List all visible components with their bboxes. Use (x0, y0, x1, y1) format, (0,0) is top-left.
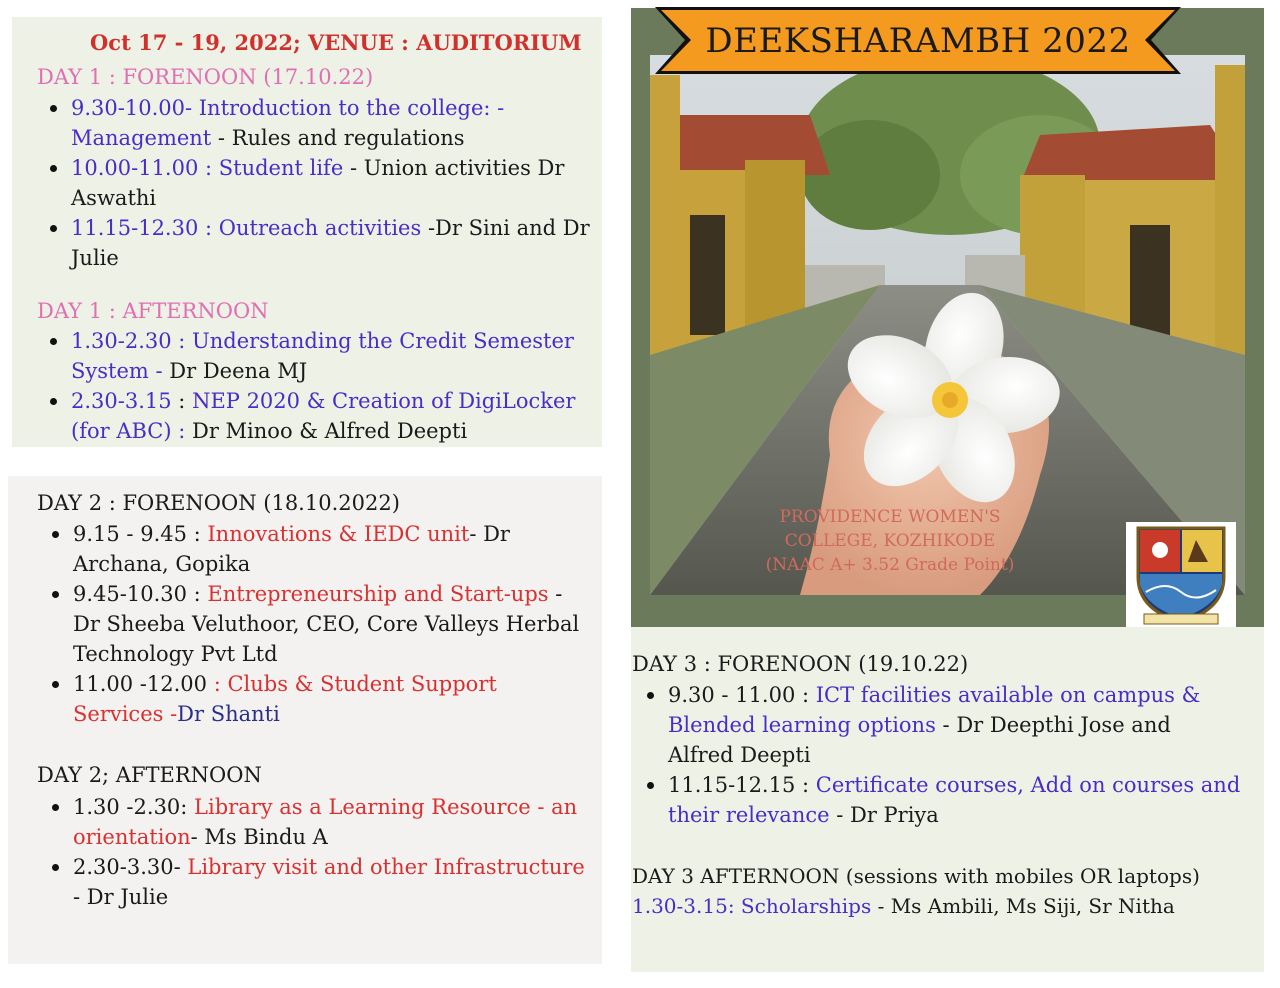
college-line-1: PROVIDENCE WOMEN'S (779, 507, 1001, 527)
session-title: Library visit and other Infrastructure (187, 855, 585, 879)
day3-forenoon-list (632, 680, 1242, 830)
list-item (35, 213, 595, 273)
list-item (632, 680, 1242, 770)
day3-afternoon-heading: DAY 3 AFTERNOON (sessions with mobiles OR laptops) (632, 864, 1200, 888)
session-speaker: - Ms Ambili, Ms Siji, Sr Nitha (871, 894, 1175, 918)
session-title: : Clubs & Student Support Services - (73, 672, 497, 726)
session-speaker: - Dr Deepthi Jose and Alfred Deepti (668, 713, 1171, 767)
college-name (740, 505, 1040, 577)
separator: : (171, 389, 193, 413)
list-item (37, 792, 592, 852)
session-title: NEP 2020 & Creation of DigiLocker (for ABC) : (71, 389, 576, 443)
session-time: 1.30 -2.30: (73, 795, 195, 819)
session-title: Certificate courses, Add on courses and their relevance (668, 773, 1241, 827)
session-title: 1.30-3.15: Scholarships (632, 894, 872, 918)
banner-title: DEEKSHARAMBH 2022 (705, 20, 1131, 61)
session-time: 11.15-12.15 : (668, 773, 816, 797)
session-title: ICT facilities available on campus & Blended learning options (668, 683, 1201, 737)
day2-forenoon-list (37, 519, 592, 729)
session-title: 9.30-10.00- Introduction to the college: - Management (71, 96, 505, 150)
session-speaker: Dr Shanti (177, 702, 280, 726)
list-item (35, 326, 595, 386)
session-title: 11.15-12.30 : Outreach activities (71, 216, 422, 240)
day1-forenoon-heading: DAY 1 : FORENOON (17.10.22) (37, 65, 374, 89)
list-item (35, 386, 595, 446)
session-title: Entrepreneurship and Start-ups (207, 582, 549, 606)
session-title: 10.00-11.00 : Student life (71, 156, 344, 180)
session-time: 9.30 - 11.00 : (668, 683, 816, 707)
college-line-2: COLLEGE, KOZHIKODE (784, 531, 996, 551)
session-speaker: Dr Minoo & Alfred Deepti (185, 419, 468, 443)
list-item (632, 770, 1242, 830)
session-speaker: Dr Deena MJ (169, 359, 308, 383)
session-time: 9.15 - 9.45 : (73, 522, 208, 546)
day1-afternoon-list (35, 326, 595, 446)
session-speaker: - Dr Sheeba Veluthoor, CEO, Core Valleys Herbal Technology Pvt Ltd (73, 582, 580, 666)
day1-afternoon-heading: DAY 1 : AFTERNOON (37, 299, 269, 323)
session-time: 2.30-3.15 (71, 389, 172, 413)
session-speaker: - Dr Julie (73, 885, 169, 909)
day2-forenoon-heading: DAY 2 : FORENOON (18.10.2022) (37, 491, 400, 515)
day1-forenoon-list (35, 93, 595, 273)
session-speaker: - Rules and regulations (211, 126, 465, 150)
list-item (35, 93, 595, 153)
session-time: 2.30-3.30- (73, 855, 188, 879)
venue-line: Oct 17 - 19, 2022; VENUE : AUDITORIUM (90, 30, 582, 55)
day3-forenoon-heading: DAY 3 : FORENOON (19.10.22) (632, 652, 969, 676)
session-speaker: - Dr Archana, Gopika (73, 522, 510, 576)
session-speaker: - Dr Priya (829, 803, 939, 827)
list-item (37, 519, 592, 579)
day2-afternoon-heading: DAY 2; AFTERNOON (37, 763, 262, 787)
list-item (37, 669, 592, 729)
session-speaker: -Dr Sini and Dr Julie (71, 216, 590, 270)
session-speaker: - Union activities Dr Aswathi (71, 156, 565, 210)
list-item (35, 153, 595, 213)
session-title: Innovations & IEDC unit (207, 522, 470, 546)
list-item (37, 852, 592, 912)
session-time: 11.00 -12.00 (73, 672, 208, 696)
session-title: 1.30-2.30 : Understanding the Credit Semester System - (71, 329, 574, 383)
session-speaker: - Ms Bindu A (190, 825, 328, 849)
session-title: Library as a Learning Resource - an orientation (73, 795, 578, 849)
college-line-3: (NAAC A+ 3.52 Grade Point) (765, 555, 1015, 575)
day3-afternoon-session (632, 892, 1175, 921)
college-crest-logo (1126, 522, 1236, 627)
day2-afternoon-list (37, 792, 592, 912)
session-time: 9.45-10.30 : (73, 582, 208, 606)
list-item (37, 579, 592, 669)
